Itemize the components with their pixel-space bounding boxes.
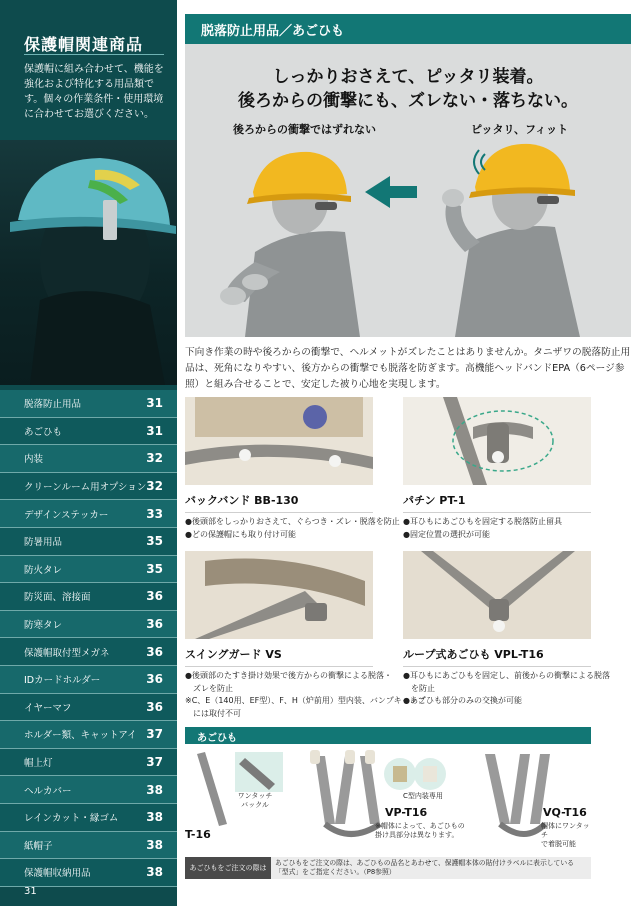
nav-label: 帽上灯 bbox=[24, 758, 53, 770]
nav-label: ホルダー類、キャットアイ bbox=[24, 730, 137, 742]
caption-right: ピッタリ、フィット bbox=[471, 123, 569, 136]
nav-label: 内装 bbox=[24, 454, 44, 466]
nav-item-cleanroom[interactable] bbox=[0, 473, 177, 501]
worker-right-figure bbox=[442, 144, 580, 337]
nav-item-bousho[interactable] bbox=[0, 528, 177, 556]
agohimo-section-band bbox=[185, 727, 591, 744]
nav-item-kamiboushi[interactable] bbox=[0, 832, 177, 860]
product-photo bbox=[185, 551, 373, 639]
nav-item-boujoutou[interactable] bbox=[0, 749, 177, 777]
page-number: 31 bbox=[24, 886, 37, 897]
product-desc bbox=[185, 516, 400, 541]
product-title: ループ式あごひも VPL-T16 bbox=[403, 646, 591, 667]
nav-page: 38 bbox=[146, 865, 163, 880]
nav-page: 35 bbox=[146, 561, 163, 576]
nav-page: 31 bbox=[146, 396, 163, 411]
product-photo bbox=[403, 397, 591, 485]
nav-item-sticker[interactable] bbox=[0, 500, 177, 528]
nav-page: 38 bbox=[146, 810, 163, 825]
product-title: スイングガード VS bbox=[185, 646, 373, 667]
impact-arrow bbox=[365, 176, 417, 208]
vp-t16-label: VP-T16 bbox=[385, 806, 428, 819]
product-desc-line: ●どの保護帽にも取り付け可能 bbox=[185, 529, 296, 539]
nav-item-raincut[interactable] bbox=[0, 804, 177, 832]
nav-item-megane[interactable] bbox=[0, 638, 177, 666]
lead-paragraph: 下向き作業の時や後ろからの衝撃で、ヘルメットがズレたことはありませんか。タニザワの脱落防止用品は、死角になりやすい、後方からの衝撃でも脱落を防ぎます。高機能ヘッドバンドEPA（6ページ参照）と組み合せることで、安定した被り心地を実現します。 bbox=[185, 347, 631, 390]
nav-item-storage[interactable] bbox=[0, 859, 177, 887]
hero-headline-1: しっかりおさえて、ピッタリ装着。 bbox=[272, 67, 544, 87]
product-card-pt1 bbox=[403, 397, 591, 541]
helmet-worker-illustration bbox=[0, 140, 177, 385]
nav-item-boukatare[interactable] bbox=[0, 556, 177, 584]
pachin-photo bbox=[403, 397, 591, 485]
nav-item-helcover[interactable] bbox=[0, 776, 177, 804]
nav-item-datsuraku[interactable] bbox=[0, 390, 177, 418]
worker-illustration bbox=[185, 132, 631, 337]
sidebar-divider bbox=[24, 54, 164, 55]
agohimo-products bbox=[185, 744, 591, 856]
nav-item-bousaimen[interactable] bbox=[0, 583, 177, 611]
nav-label: 防災面、溶接面 bbox=[24, 592, 91, 604]
nav-page: 36 bbox=[146, 617, 163, 632]
section-tag bbox=[185, 14, 631, 44]
product-desc-line: ●耳ひもにあごひもを固定し、前後からの衝撃による脱落 bbox=[403, 671, 610, 680]
product-desc-line: ズレを防止 bbox=[185, 683, 233, 693]
t16-label: T-16 bbox=[185, 828, 211, 841]
product-desc bbox=[403, 516, 591, 541]
nav-item-agohimo[interactable] bbox=[0, 418, 177, 446]
sidebar bbox=[0, 0, 177, 906]
product-desc-line: を防止 bbox=[403, 683, 435, 693]
product-desc-line: ●後頭部をしっかりおさえて、ぐらつき・ズレ・脱落を防止 bbox=[185, 517, 400, 526]
swingguard-photo bbox=[185, 551, 373, 639]
nav-page: 37 bbox=[146, 755, 163, 770]
hero-headline-2: 後ろからの衝撃にも、ズレない・落ちない。 bbox=[238, 91, 578, 111]
vq-t16-label: VQ-T16 bbox=[543, 806, 587, 819]
product-desc-line: ●耳ひもにあごひもを固定する脱落防止留具 bbox=[403, 517, 562, 526]
vq-t16-note: 帽体にワンタッチ で着脱可能 bbox=[541, 822, 590, 848]
nav-page: 32 bbox=[146, 451, 163, 466]
nav-page: 31 bbox=[146, 423, 163, 438]
nav-item-naisou[interactable] bbox=[0, 445, 177, 473]
product-desc-line: ●固定位置の選択が可能 bbox=[403, 529, 490, 539]
nav-label: イヤーマフ bbox=[24, 702, 72, 714]
product-desc-line: ●後頭部のたすき掛け効果で後方からの衝撃による脱落・ bbox=[185, 671, 392, 680]
nav-label: クリーンルーム用オプション bbox=[24, 482, 147, 494]
nav-page: 38 bbox=[146, 837, 163, 852]
order-note-label: あごひもをご注文の際は bbox=[185, 857, 271, 879]
nav-page: 37 bbox=[146, 727, 163, 742]
nav-item-idcard[interactable] bbox=[0, 666, 177, 694]
nav-label: 保護帽収納用品 bbox=[24, 868, 91, 880]
product-card-vpl-t16 bbox=[403, 551, 610, 708]
product-desc-line: ●あごひも部分のみの交換が可能 bbox=[403, 696, 522, 705]
hero-panel bbox=[185, 14, 631, 337]
product-title: バックバンド BB-130 bbox=[185, 492, 373, 513]
sidebar-intro: 保護帽に組み合わせて、機能を強化および特化する用品類です。個々の作業条件・使用環境に合わせてお選びください。 bbox=[24, 64, 164, 120]
nav-page: 32 bbox=[146, 479, 163, 494]
vp-t16-note: ※帽体によって、あごひもの 掛け具部分は異なります。 bbox=[375, 822, 465, 839]
nav-page: 36 bbox=[146, 589, 163, 604]
order-note-text: あごひもをご注文の際は、あごひもの品名とあわせて、保護帽本体の貼付けラベルに表示している「型式」をご指定ください。（P8参照） bbox=[275, 859, 574, 876]
one-touch-buckle-note: ワンタッチ バックル bbox=[237, 792, 273, 809]
c-type-note: C型内装専用 bbox=[403, 792, 443, 800]
sidebar-title: 保護帽関連商品 bbox=[24, 35, 144, 54]
section-tag-label: 脱落防止用品／あごひも bbox=[201, 24, 345, 39]
nav-item-earmuff[interactable] bbox=[0, 694, 177, 722]
product-desc bbox=[185, 670, 426, 720]
product-photo bbox=[403, 551, 591, 639]
product-title: パチン PT-1 bbox=[403, 492, 591, 513]
nav-item-boukantare[interactable] bbox=[0, 611, 177, 639]
sidebar-nav bbox=[0, 390, 177, 887]
nav-label: 紙帽子 bbox=[24, 840, 53, 852]
loop-agohimo-photo bbox=[403, 551, 591, 639]
nav-label: レインカット・縁ゴム bbox=[24, 813, 119, 825]
product-photo bbox=[185, 397, 373, 485]
product-desc-line: ※C、E（140用、EF型）、F、H（炉前用）型内装、バンプキャップ bbox=[185, 696, 426, 705]
caption-left: 後ろからの衝撃ではずれない bbox=[233, 123, 376, 136]
nav-label: あごひも bbox=[24, 426, 63, 438]
backband-photo bbox=[185, 397, 373, 485]
nav-label: 防火タレ bbox=[24, 564, 63, 576]
nav-label: 保護帽取付型メガネ bbox=[24, 647, 110, 659]
worker-left-figure bbox=[220, 152, 360, 337]
nav-label: 防寒タレ bbox=[24, 620, 63, 632]
nav-item-holder[interactable] bbox=[0, 721, 177, 749]
nav-page: 35 bbox=[146, 534, 163, 549]
nav-page: 36 bbox=[146, 644, 163, 659]
nav-label: 脱落防止用品 bbox=[24, 399, 82, 411]
nav-label: IDカードホルダー bbox=[24, 675, 101, 687]
nav-page: 33 bbox=[146, 506, 163, 521]
product-card-bb130 bbox=[185, 397, 400, 541]
nav-page: 36 bbox=[146, 672, 163, 687]
nav-page: 38 bbox=[146, 782, 163, 797]
order-note-box bbox=[185, 857, 591, 879]
helmet-photo bbox=[0, 140, 177, 385]
product-desc bbox=[403, 670, 610, 708]
product-card-vs bbox=[185, 551, 426, 720]
nav-label: デザインステッカー bbox=[24, 509, 109, 521]
nav-label: ヘルカバー bbox=[24, 785, 72, 797]
nav-label: 防暑用品 bbox=[24, 537, 63, 549]
product-desc-line: には取付不可 bbox=[185, 708, 241, 718]
agohimo-section-title: あごひも bbox=[197, 733, 237, 744]
nav-page: 36 bbox=[146, 699, 163, 714]
